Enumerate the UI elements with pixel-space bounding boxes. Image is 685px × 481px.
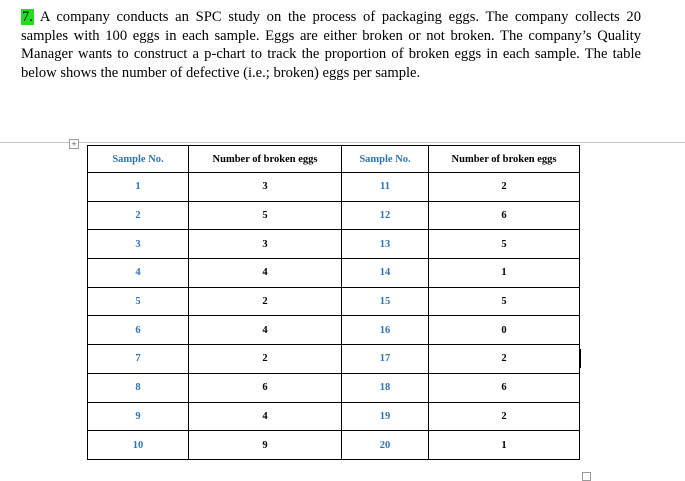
broken-eggs-cell: 2 (189, 345, 342, 374)
broken-eggs-cell: 1 (429, 431, 580, 460)
broken-eggs-cell: 3 (189, 230, 342, 259)
sample-number-cell: 12 (342, 201, 429, 230)
sample-number-cell: 1 (88, 173, 189, 202)
header-broken-eggs-2: Number of broken eggs (429, 146, 580, 173)
table-row (88, 402, 580, 431)
broken-eggs-cell: 4 (189, 259, 342, 288)
header-sample-no-2: Sample No. (342, 146, 429, 173)
broken-eggs-cell: 5 (429, 287, 580, 316)
sample-number-cell: 17 (342, 345, 429, 374)
sample-number-cell: 3 (88, 230, 189, 259)
sample-number-cell: 2 (88, 201, 189, 230)
sample-number-cell: 13 (342, 230, 429, 259)
table-row (88, 173, 580, 202)
question-number: 7. (22, 9, 33, 25)
sample-number-cell: 19 (342, 402, 429, 431)
text-cursor (580, 349, 581, 368)
broken-eggs-cell: 5 (189, 201, 342, 230)
broken-eggs-cell: 6 (429, 373, 580, 402)
page-divider (0, 142, 685, 143)
table-resize-handle-icon[interactable] (582, 472, 591, 481)
broken-eggs-table (87, 145, 580, 460)
sample-number-cell: 5 (88, 287, 189, 316)
broken-eggs-cell: 5 (429, 230, 580, 259)
table-row (88, 230, 580, 259)
broken-eggs-cell: 4 (189, 402, 342, 431)
broken-eggs-cell: 6 (429, 201, 580, 230)
table-row (88, 345, 580, 374)
sample-number-cell: 20 (342, 431, 429, 460)
broken-eggs-cell: 0 (429, 316, 580, 345)
sample-number-cell: 16 (342, 316, 429, 345)
table-header-row (88, 146, 580, 173)
sample-number-cell: 10 (88, 431, 189, 460)
broken-eggs-cell: 2 (189, 287, 342, 316)
question-text: A company conducts an SPC study on the process of packaging eggs. The company collects 20 samples with 100 eggs in each sample. Eggs are either broken or not broken. The company’s Quality Manager wants to construct a p-chart to track the proportion of broken eggs in each sample. The table below shows the number of defective (i.e.; broken) eggs per sample. (21, 9, 641, 81)
header-broken-eggs-1: Number of broken eggs (189, 146, 342, 173)
sample-number-cell: 11 (342, 173, 429, 202)
table-row (88, 316, 580, 345)
broken-eggs-cell: 9 (189, 431, 342, 460)
sample-number-cell: 8 (88, 373, 189, 402)
table-row (88, 431, 580, 460)
header-sample-no-1: Sample No. (88, 146, 189, 173)
table-row (88, 373, 580, 402)
broken-eggs-cell: 1 (429, 259, 580, 288)
sample-number-cell: 14 (342, 259, 429, 288)
table-row (88, 287, 580, 316)
sample-number-cell: 18 (342, 373, 429, 402)
sample-number-cell: 4 (88, 259, 189, 288)
table-row (88, 259, 580, 288)
broken-eggs-cell: 3 (189, 173, 342, 202)
sample-number-cell: 7 (88, 345, 189, 374)
question-paragraph (21, 8, 641, 82)
table-move-handle-icon[interactable]: + (69, 139, 79, 149)
sample-number-cell: 9 (88, 402, 189, 431)
broken-eggs-cell: 4 (189, 316, 342, 345)
broken-eggs-cell: 2 (429, 173, 580, 202)
sample-number-cell: 15 (342, 287, 429, 316)
broken-eggs-cell: 2 (429, 345, 580, 374)
sample-number-cell: 6 (88, 316, 189, 345)
broken-eggs-cell: 6 (189, 373, 342, 402)
broken-eggs-cell: 2 (429, 402, 580, 431)
table-row (88, 201, 580, 230)
